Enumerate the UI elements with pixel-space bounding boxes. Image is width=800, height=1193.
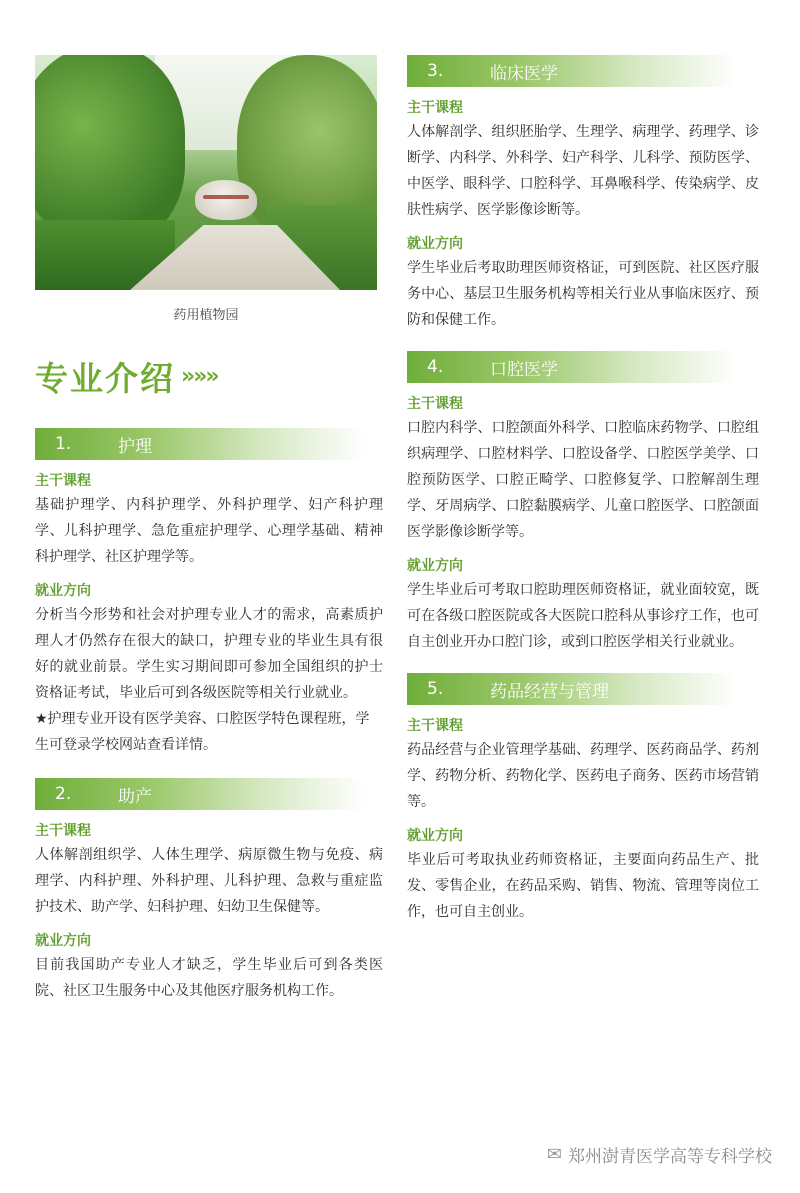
courses-text: 人体解剖学、组织胚胎学、生理学、病理学、药理学、诊断学、内科学、外科学、妇产科学、儿科学、预防医学、中医学、眼科学、口腔科学、耳鼻喉科学、传染病学、皮肤性病学、医学影像诊断等。 <box>407 124 759 218</box>
garden-photo <box>35 55 377 290</box>
section-pharma-management <box>407 673 759 925</box>
right-column <box>407 55 759 925</box>
section-name: 临床医学 <box>490 63 558 84</box>
careers-text: 目前我国助产专业人才缺乏，学生毕业后可到各类医院、社区卫生服务中心及其他医疗服务机构工作。 <box>35 957 383 999</box>
wechat-icon: ✉ <box>546 1144 562 1165</box>
page-title <box>35 353 383 400</box>
section-number: 4. <box>427 357 444 377</box>
left-column <box>35 55 383 1004</box>
careers-label: 就业方向 <box>35 933 91 949</box>
section-name: 护理 <box>118 436 152 457</box>
courses-text: 药品经营与企业管理学基础、药理学、医药商品学、药剂学、药物分析、药物化学、医药电子商务、医药市场营销等。 <box>407 742 759 810</box>
careers-label: 就业方向 <box>407 236 463 252</box>
section-note: ★护理专业开设有医学美容、口腔医学特色课程班，学生可登录学校网站查看详情。 <box>35 711 370 753</box>
section-clinical-medicine <box>407 55 759 333</box>
section-name: 助产 <box>118 786 152 807</box>
section-header <box>35 778 365 810</box>
section-header <box>407 55 737 87</box>
photo-caption: 药用植物园 <box>173 308 239 323</box>
courses-text: 口腔内科学、口腔颌面外科学、口腔临床药物学、口腔组织病理学、口腔材料学、口腔设备学、口腔医学美学、口腔预防医学、口腔正畸学、口腔修复学、口腔解剖生理学、牙周病学、口腔黏膜病学、儿童口腔医学、口腔颌面医学影像诊断学等。 <box>407 420 759 540</box>
footer-text: 郑州澍青医学高等专科学校 <box>568 1147 772 1167</box>
page-title-text: 专业介绍 <box>35 359 175 398</box>
courses-text: 人体解剖组织学、人体生理学、病原微生物与免疫、病理学、内科护理、外科护理、儿科护理、急救与重症监护技术、助产学、妇科护理、妇幼卫生保健等。 <box>35 847 383 915</box>
section-number: 1. <box>55 434 72 454</box>
careers-text: 毕业后可考取执业药师资格证，主要面向药品生产、批发、零售企业，在药品采购、销售、物流、管理等岗位工作，也可自主创业。 <box>407 852 759 920</box>
careers-label: 就业方向 <box>407 558 463 574</box>
careers-label: 就业方向 <box>35 583 91 599</box>
courses-label: 主干课程 <box>35 823 91 839</box>
section-header <box>407 673 737 705</box>
careers-text: 学生毕业后可考取口腔助理医师资格证，就业面较宽，既可在各级口腔医院或各大医院口腔科从事诊疗工作，也可自主创业开办口腔门诊，或到口腔医学相关行业就业。 <box>407 582 759 650</box>
section-header <box>407 351 737 383</box>
courses-text: 基础护理学、内科护理学、外科护理学、妇产科护理学、儿科护理学、急危重症护理学、心理学基础、精神科护理学、社区护理学等。 <box>35 497 383 565</box>
footer-watermark <box>547 1142 772 1167</box>
section-midwifery <box>35 778 383 1004</box>
courses-label: 主干课程 <box>407 396 463 412</box>
chevrons-icon: »»» <box>181 364 218 389</box>
section-number: 5. <box>427 679 444 699</box>
section-stomatology <box>407 351 759 655</box>
careers-text: 分析当今形势和社会对护理专业人才的需求，高素质护理人才仍然存在很大的缺口，护理专业的毕业生具有很好的就业前景。学生实习期间即可参加全国组织的护士资格证考试，毕业后可到各级医院等相关行业就业。 <box>35 607 383 701</box>
courses-label: 主干课程 <box>407 718 463 734</box>
section-name: 口腔医学 <box>490 359 558 380</box>
section-nursing <box>35 428 383 758</box>
careers-text: 学生毕业后考取助理医师资格证，可到医院、社区医疗服务中心、基层卫生服务机构等相关行业从事临床医疗、预防和保健工作。 <box>407 260 759 328</box>
section-number: 3. <box>427 61 444 81</box>
section-name: 药品经营与管理 <box>490 681 609 702</box>
section-number: 2. <box>55 784 72 804</box>
courses-label: 主干课程 <box>35 473 91 489</box>
careers-label: 就业方向 <box>407 828 463 844</box>
section-header <box>35 428 365 460</box>
courses-label: 主干课程 <box>407 100 463 116</box>
